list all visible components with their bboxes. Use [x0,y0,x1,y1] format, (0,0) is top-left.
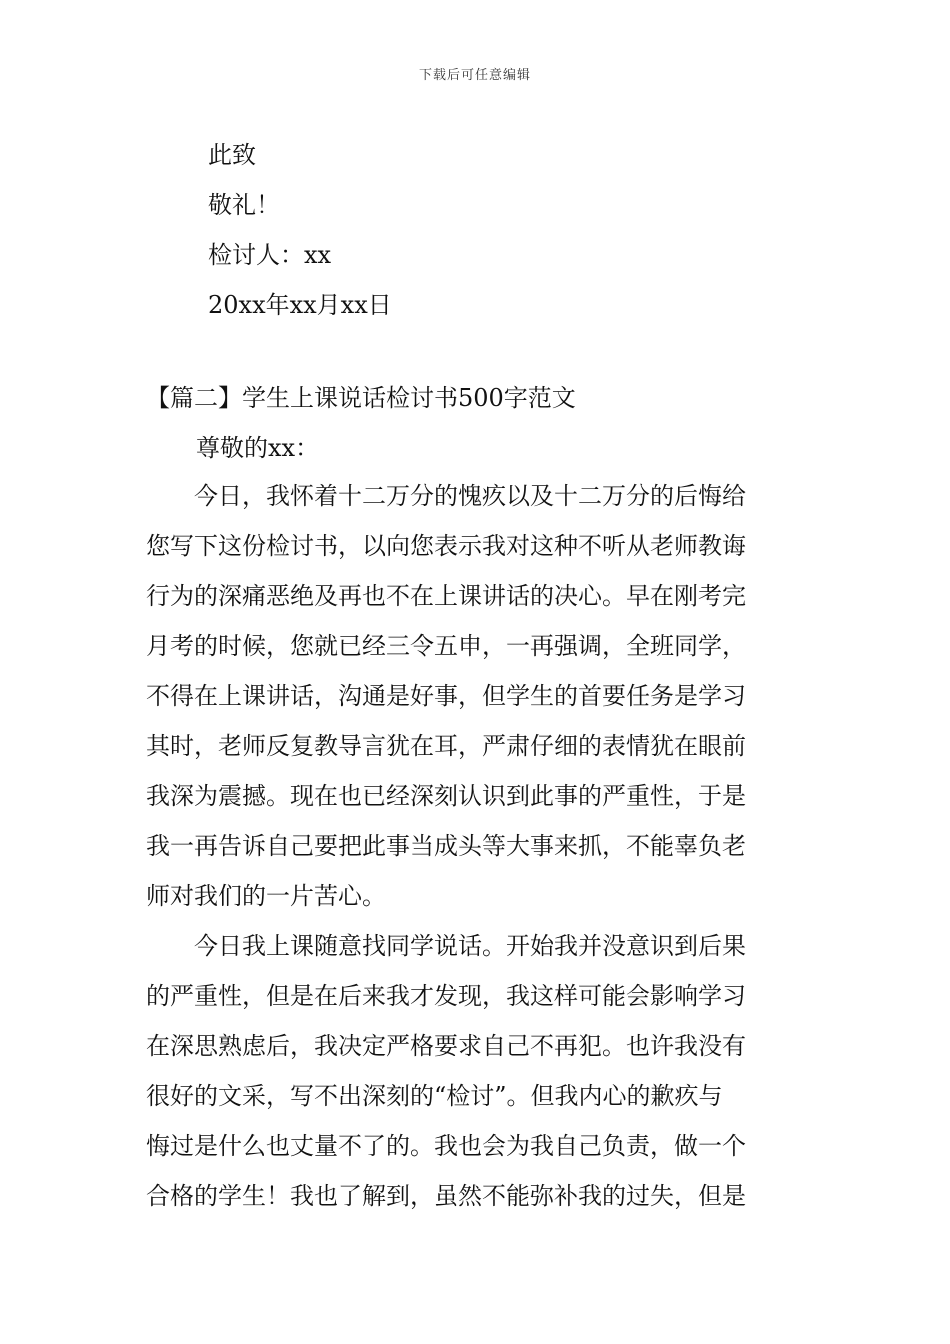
text-line: 师对我们的一片苦心。 [146,882,386,910]
salutation: 尊敬的xx： [196,434,320,462]
section-title: 【篇二】学生上课说话检讨书500字范文 [146,384,576,412]
closing-line-signer: 检讨人：xx [208,241,332,269]
closing-line-regards: 此致 [208,141,256,169]
letter-closing [208,130,392,330]
text-line: 我深为震撼。现在也已经深刻认识到此事的严重性，于是 [146,782,746,810]
text-line: 行为的深痛恶绝及再也不在上课讲话的决心。早在刚考完 [146,582,746,610]
text-line: 在深思熟虑后，我决定严格要求自己不再犯。也许我没有 [146,1032,746,1060]
text-line: 的严重性，但是在后来我才发现，我这样可能会影响学习 [146,982,746,1010]
text-line: 不得在上课讲话，沟通是好事，但学生的首要任务是学习 [146,682,746,710]
paragraph-1 [146,471,746,921]
text-line: 今日，我怀着十二万分的愧疚以及十二万分的后悔给 [194,482,746,510]
closing-line-date: 20xx年xx月xx日 [208,291,392,319]
text-line: 其时，老师反复教导言犹在耳，严肃仔细的表情犹在眼前 [146,732,746,760]
text-line: 今日我上课随意找同学说话。开始我并没意识到后果 [194,932,746,960]
text-line: 悔过是什么也丈量不了的。我也会为我自己负责，做一个 [146,1132,746,1160]
text-line: 我一再告诉自己要把此事当成头等大事来抓，不能辜负老 [146,832,746,860]
text-line: 您写下这份检讨书，以向您表示我对这种不听从老师教诲 [146,532,746,560]
paragraph-2 [146,921,746,1221]
text-line: 月考的时候，您就已经三令五申，一再强调，全班同学， [146,632,746,660]
page-header: 下载后可任意编辑 [418,68,531,83]
text-line: 合格的学生！我也了解到，虽然不能弥补我的过失，但是 [146,1182,746,1210]
text-line: 很好的文采，写不出深刻的“检讨”。但我内心的歉疚与 [146,1082,723,1110]
closing-line-salute: 敬礼！ [208,191,280,219]
